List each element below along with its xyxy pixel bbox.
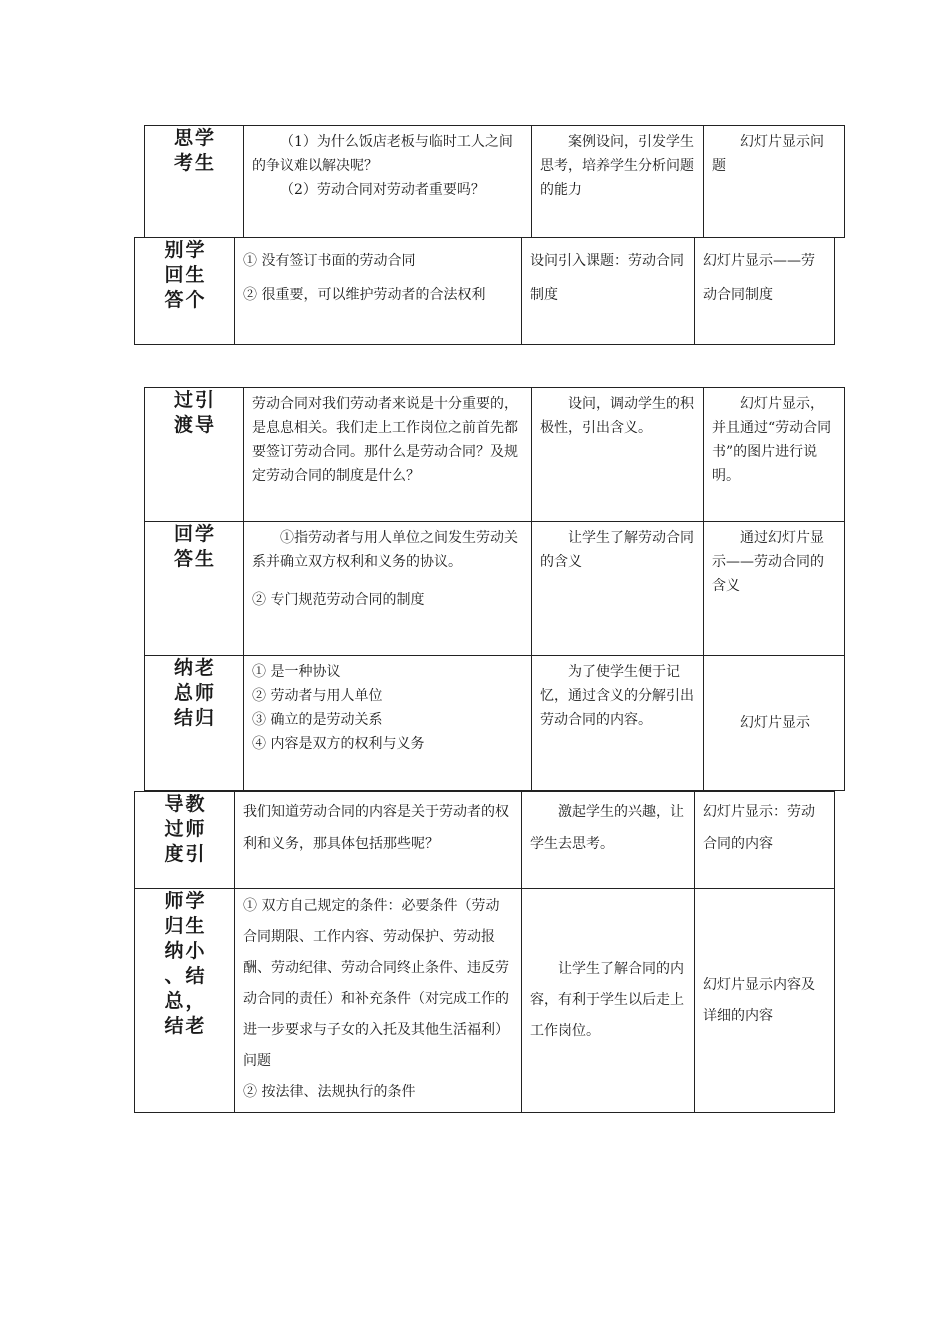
- media-text: 幻灯片显示，并且通过“劳动合同书”的图片进行说明。: [712, 396, 832, 484]
- media-cell: [704, 388, 845, 522]
- media-cell: [704, 522, 845, 656]
- role-char: 老: [185, 1015, 205, 1037]
- role-char: ，: [185, 990, 205, 1012]
- media-cell: [695, 792, 835, 889]
- lesson-block-2: [134, 237, 835, 345]
- media-text: 幻灯片显示：劳动合同的内容: [703, 804, 815, 852]
- content-cell: [244, 126, 532, 238]
- purpose-text: 案例设问，引发学生思考，培养学生分析问题的能力: [540, 134, 694, 198]
- role-cell: [145, 522, 244, 656]
- table-row: [135, 238, 835, 345]
- table-row: [135, 889, 835, 1113]
- role-char: 个: [185, 289, 205, 311]
- role-column-2: [174, 522, 193, 572]
- media-cell: [704, 656, 845, 791]
- role-cell: [135, 889, 235, 1113]
- purpose-text: 设问，调动学生的积极性，引出含义。: [540, 396, 694, 436]
- role-char: 引: [195, 389, 215, 411]
- role-column-2: [174, 126, 193, 176]
- content-cell: [244, 388, 532, 522]
- content-line: ② 专门规范劳动合同的制度: [252, 592, 425, 608]
- content-line: ③ 确立的是劳动关系: [252, 712, 383, 728]
- role-char: 结: [173, 707, 193, 729]
- lesson-block-1: [144, 125, 845, 238]
- table-row: [135, 792, 835, 889]
- role-char: 归: [195, 707, 215, 729]
- content-line: ① 没有签订书面的劳动合同: [243, 253, 416, 269]
- purpose-text: 为了使学生便于记忆，通过含义的分解引出劳动合同的内容。: [540, 664, 694, 728]
- role-char: 结: [185, 965, 205, 987]
- role-column-2: [164, 238, 183, 313]
- media-text: 幻灯片显示: [740, 715, 810, 731]
- role-char: 思: [173, 127, 193, 149]
- role-column-1: [186, 792, 205, 867]
- media-cell: [695, 238, 835, 345]
- role-cell: [135, 792, 235, 889]
- role-column-1: [195, 656, 214, 731]
- role-char: 回: [173, 523, 193, 545]
- role-char: 总: [164, 990, 184, 1012]
- role-column-1: [186, 889, 205, 1039]
- role-char: 生: [185, 915, 205, 937]
- role-char: 别: [164, 239, 184, 261]
- purpose-cell: [522, 238, 695, 345]
- role-char: 结: [164, 1015, 184, 1037]
- role-column-2: [164, 889, 183, 1039]
- purpose-cell: [532, 126, 704, 238]
- content-line: ② 很重要，可以维护劳动者的合法权利: [243, 287, 486, 303]
- role-char: 度: [164, 843, 184, 865]
- table-row: [145, 388, 845, 522]
- media-text: 幻灯片显示内容及详细的内容: [703, 976, 815, 1024]
- role-char: 师: [195, 682, 215, 704]
- purpose-cell: [522, 792, 695, 889]
- role-char: 答: [173, 548, 193, 570]
- lesson-block-4: [134, 791, 835, 1113]
- role-char: 小: [185, 940, 205, 962]
- media-cell: [704, 126, 845, 238]
- content-line: ② 按法律、法规执行的条件: [243, 1084, 416, 1100]
- purpose-cell: [522, 889, 695, 1113]
- role-column-2: [174, 656, 193, 731]
- role-char: 生: [195, 548, 215, 570]
- role-char: 生: [195, 152, 215, 174]
- role-column-2: [174, 388, 193, 438]
- role-char: 纳: [173, 657, 193, 679]
- role-char: 导: [195, 414, 215, 436]
- purpose-text: 让学生了解劳动合同的含义: [540, 530, 694, 570]
- role-char: 渡: [173, 414, 193, 436]
- content-line: （1）为什么饭店老板与临时工人之间的争议难以解决呢？: [252, 134, 513, 174]
- media-cell: [695, 889, 835, 1113]
- lesson-block-3: [144, 387, 845, 791]
- content-cell: [235, 889, 522, 1113]
- role-char: 老: [195, 657, 215, 679]
- content-line: （2）劳动合同对劳动者重要吗？: [280, 182, 485, 198]
- purpose-text: 激起学生的兴趣，让学生去思考。: [530, 804, 684, 852]
- role-cell: [145, 388, 244, 522]
- role-cell: [145, 656, 244, 791]
- role-char: 导: [164, 793, 184, 815]
- purpose-cell: [532, 388, 704, 522]
- role-char: 学: [195, 127, 215, 149]
- role-char: 学: [185, 239, 205, 261]
- role-char: 师: [164, 890, 184, 912]
- role-char: 学: [185, 890, 205, 912]
- role-char: 考: [173, 152, 193, 174]
- content-line: 我们知道劳动合同的内容是关于劳动者的权利和义务，那具体包括那些呢？: [243, 804, 509, 852]
- role-column-1: [195, 126, 214, 176]
- role-char: 学: [195, 523, 215, 545]
- content-line: ① 是一种协议: [252, 664, 341, 680]
- role-char: 师: [185, 818, 205, 840]
- purpose-text: 让学生了解合同的内容，有利于学生以后走上工作岗位。: [530, 961, 684, 1039]
- media-text: 通过幻灯片显示——劳动合同的含义: [712, 530, 824, 594]
- role-char: 归: [164, 915, 184, 937]
- content-line: ② 劳动者与用人单位: [252, 688, 383, 704]
- role-column-1: [186, 238, 205, 313]
- content-cell: [244, 522, 532, 656]
- role-char: 生: [185, 264, 205, 286]
- purpose-cell: [532, 656, 704, 791]
- role-cell: [135, 238, 235, 345]
- content-cell: [235, 238, 522, 345]
- purpose-text: 设问引入课题：劳动合同制度: [530, 253, 684, 303]
- role-char: 、: [164, 965, 184, 987]
- table-row: [145, 522, 845, 656]
- media-text: 幻灯片显示——劳动合同制度: [703, 253, 815, 303]
- role-char: 回: [164, 264, 184, 286]
- media-text: 幻灯片显示问题: [712, 134, 824, 174]
- role-char: 教: [185, 793, 205, 815]
- role-char: 过: [173, 389, 193, 411]
- table-row: [145, 126, 845, 238]
- role-column-2: [164, 792, 183, 867]
- role-char: 过: [164, 818, 184, 840]
- content-line: ①指劳动者与用人单位之间发生劳动关系并确立双方权利和义务的协议。: [252, 530, 518, 570]
- table-row: [145, 656, 845, 791]
- content-line: ① 双方自己规定的条件：必要条件（劳动合同期限、工作内容、劳动保护、劳动报酬、劳动纪律、劳动合同终止条件、违反劳动合同的责任）和补充条件（对完成工作的进一步要求与子女的入托及其他生活福利）问题: [243, 898, 509, 1069]
- content-cell: [235, 792, 522, 889]
- role-char: 纳: [164, 940, 184, 962]
- content-line: 劳动合同对我们劳动者来说是十分重要的，是息息相关。我们走上工作岗位之前首先都要签订劳动合同。那什么是劳动合同？及规定劳动合同的制度是什么？: [252, 396, 518, 484]
- role-char: 引: [185, 843, 205, 865]
- role-column-1: [195, 388, 214, 438]
- role-column-1: [195, 522, 214, 572]
- content-cell: [244, 656, 532, 791]
- role-cell: [145, 126, 244, 238]
- role-char: 总: [173, 682, 193, 704]
- purpose-cell: [532, 522, 704, 656]
- content-line: ④ 内容是双方的权利与义务: [252, 736, 425, 752]
- role-char: 答: [164, 289, 184, 311]
